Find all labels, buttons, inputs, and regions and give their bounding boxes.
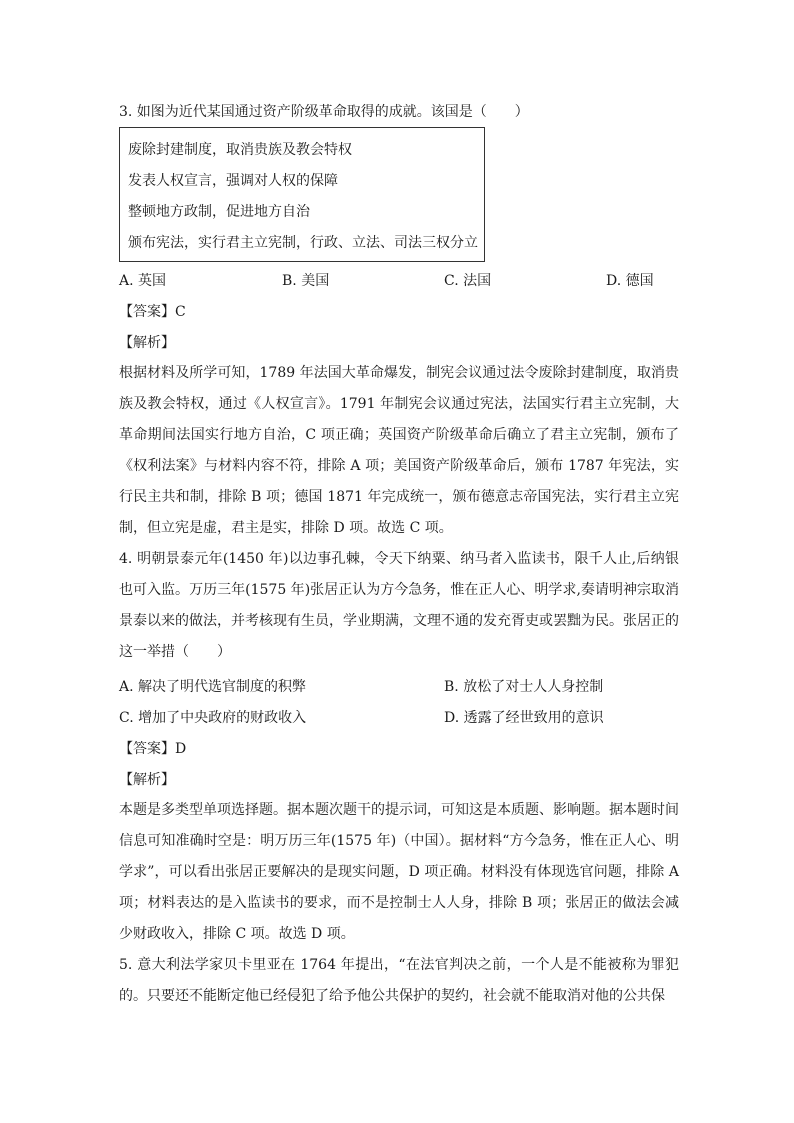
q3-option-b: B. 美国	[282, 273, 330, 289]
q3-option-a: A. 英国	[119, 273, 167, 289]
q4-option-d: D. 透露了经世致用的意识	[444, 710, 604, 726]
q5-stem: 5. 意大利法学家贝卡里亚在 1764 年提出，“在法官判决之前，一个人是不能被称为罪犯的。只要还不能断定他已经侵犯了给予他公共保护的契约，社会就不能取消对他的公共保	[119, 957, 679, 1004]
q3-box-line: 整顿地方政制，促进地方自治	[128, 204, 310, 220]
q3-analysis-text: 根据材料及所学可知，1789 年法国大革命爆发，制宪会议通过法令废除封建制度，取消贵族及教会特权，通过《人权宣言》。1791 年制宪会议通过宪法，法国实行君主立宪制，大革命期间法国实行地方自治，C 项正确；英国资产阶级革命后确立了君主立宪制，颁布了《权利法案》与材料内容不符，排除 A 项；美国资产阶级革命后，颁布 1787 年宪法，实行民主共和制，排除 B 项；德国 1871 年完成统一，颁布德意志帝国宪法，实行君主立宪制，但立宪是虚，君主是实，排除 D 项。故选 C 项。	[119, 365, 679, 536]
q3-answer: 【答案】C	[119, 304, 186, 320]
q4-analysis-label: 【解析】	[119, 772, 175, 788]
q3-box-line: 发表人权宣言，强调对人权的保障	[128, 173, 338, 189]
q4-stem: 4. 明朝景泰元年(1450 年)以边事孔棘，令天下纳粟、纳马者入监读书，限千人止,后纳银也可入监。万历三年(1575 年)张居正认为方今急务，惟在正人心、明学求,奏请明神宗取消景泰以来的做法，并考核现有生员，学业期满，文理不通的发充胥吏或罢黜为民。张居正的这一举措（ ）	[119, 551, 679, 660]
q4-option-c: C. 增加了中央政府的财政收入	[119, 710, 307, 726]
q3-box-line: 颁布宪法，实行君主立宪制，行政、立法、司法三权分立	[128, 235, 478, 251]
q4-answer: 【答案】D	[119, 741, 187, 757]
q4-option-b: B. 放松了对士人人身控制	[444, 679, 604, 695]
q4-analysis-text: 本题是多类型单项选择题。据本题次题干的提示词，可知这是本质题、影响题。据本题时间信息可知准确时空是：明万历三年(1575 年)（中国）。据材料“方今急务，惟在正人心、明学求”，可以看出张居正要解决的是现实问题，D 项正确。材料没有体现选官问题，排除 A 项；材料表达的是入监读书的要求，而不是控制士人人身，排除 B 项；张居正的做法会减少财政收入，排除 C 项。故选 D 项。	[119, 802, 679, 942]
q3-option-c: C. 法国	[444, 273, 492, 289]
q3-material-box	[119, 127, 485, 262]
q3-stem: 3. 如图为近代某国通过资产阶级革命取得的成就。该国是（ ）	[119, 104, 529, 120]
q4-option-a: A. 解决了明代选官制度的积弊	[119, 679, 307, 695]
q3-analysis-label: 【解析】	[119, 335, 175, 351]
q3-box-line: 废除封建制度，取消贵族及教会特权	[128, 142, 352, 158]
q3-option-d: D. 德国	[606, 273, 654, 289]
